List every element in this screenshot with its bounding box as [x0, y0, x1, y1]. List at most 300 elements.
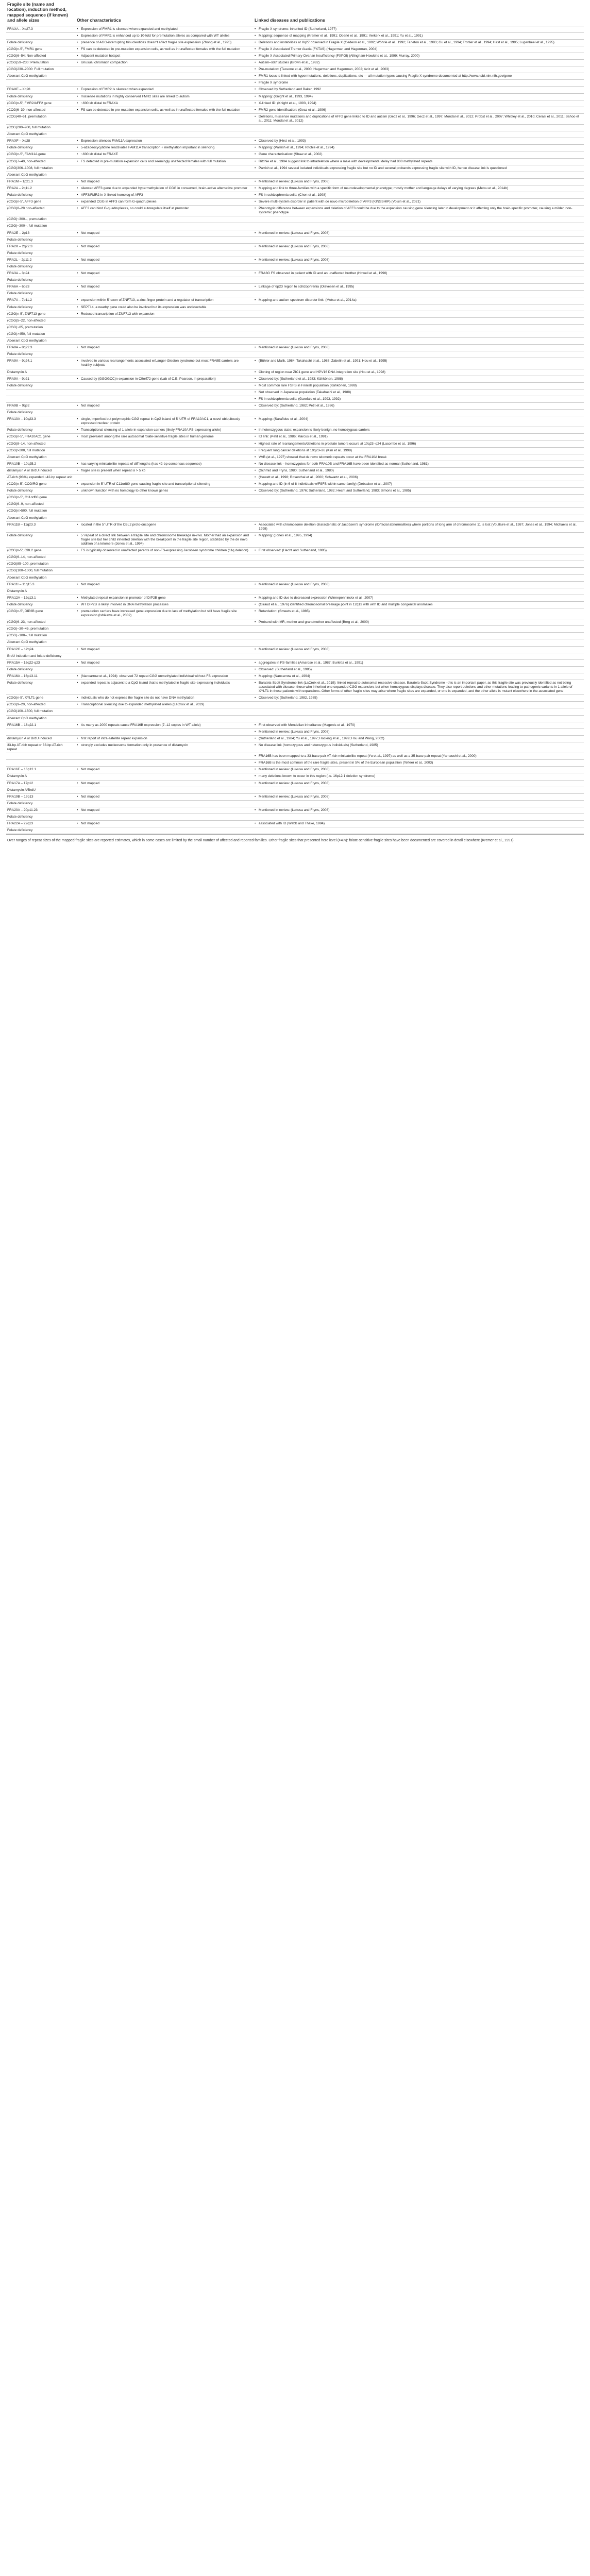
characteristics-cell: [76, 93, 254, 100]
bullet-icon: •: [77, 736, 78, 740]
fragile-site-cell: [6, 728, 76, 735]
cell-text: Severe multi-system disorder in patient with de novo microdeletion of AFF3 (KINSSHIP) (Voisin et al., 2021): [259, 200, 421, 204]
bullet-icon: •: [77, 108, 78, 112]
bullet-icon: •: [77, 244, 78, 248]
fragile-site-cell: [6, 311, 76, 317]
bullet-icon: •: [255, 533, 256, 537]
cell-text: Not mapped: [81, 403, 99, 408]
bullet-icon: •: [255, 244, 256, 248]
cell-text: Aberrant CpG methylation: [7, 74, 47, 78]
cell-text: Mentioned in review: (Lukusa and Fryns, 2008): [259, 244, 330, 248]
linked-disease-cell: [254, 646, 584, 653]
linked-disease-cell: [254, 434, 584, 440]
empty-cell: [77, 627, 250, 631]
cell-text: Mapping and ID due to decreased expression (Winnepenninckx et al., 2007): [259, 596, 374, 600]
cell-text: (CCG)200–900, full mutation: [7, 126, 50, 130]
empty-cell: [255, 802, 581, 806]
bullet-item: [77, 160, 250, 164]
cell-text: ~600 kb distal to FRAXA: [81, 101, 119, 105]
linked-disease-cell: [254, 773, 584, 780]
bullet-item: [255, 442, 581, 446]
cell-text: (CGG)8–28 non-affected: [7, 207, 45, 211]
bullet-item: [77, 661, 250, 665]
linked-disease-cell: [254, 659, 584, 666]
cell-text: No disease link – homozygotes for both FRA10B and FRA16B have been identified as normal (Sutherland, 1981): [259, 462, 429, 466]
cell-text: associated with ID (Webb and Thake, 1984): [259, 822, 325, 826]
cell-text: Observed by: (Sutherland, 1976; Sutherland, 1982; Hecht and Sutherland, 1983; Simons et al., 1985): [259, 489, 411, 493]
cell-text: Fragile X syndrome: [259, 81, 289, 85]
cell-text: Distamycin A: [7, 774, 27, 778]
bullet-icon: •: [255, 40, 256, 44]
empty-cell: [77, 67, 250, 72]
linked-disease-cell: [254, 488, 584, 495]
bullet-item: [77, 200, 250, 204]
bullet-item: [255, 391, 581, 395]
linked-disease-cell: [254, 800, 584, 807]
linked-disease-cell: [254, 532, 584, 547]
linked-disease-cell: [254, 73, 584, 80]
header-fragile-site: Fragile site (name and location), induction method, mapped sequence (if known) and allele sizes: [6, 0, 76, 26]
empty-cell: [77, 761, 250, 765]
bullet-item: [77, 146, 250, 150]
bullet-item: [255, 596, 581, 600]
fragile-site-cell: [6, 773, 76, 780]
bullet-item: [77, 298, 250, 302]
bullet-icon: •: [77, 54, 78, 58]
bullet-icon: •: [77, 88, 78, 92]
table-row: [6, 389, 584, 396]
fragile-site-cell: [6, 93, 76, 100]
cell-text: (CGG)n-5', C11orf80 gene: [7, 496, 47, 500]
empty-cell: [77, 370, 250, 375]
table-row: [6, 60, 584, 66]
bullet-item: [77, 674, 250, 679]
linked-disease-cell: [254, 138, 584, 145]
cell-text: [7, 730, 73, 734]
empty-cell: [77, 251, 250, 256]
bullet-icon: •: [77, 781, 78, 785]
linked-disease-cell: [254, 297, 584, 304]
bullet-icon: •: [255, 94, 256, 98]
bullet-icon: •: [255, 47, 256, 51]
bullet-item: [255, 397, 581, 401]
cell-text: Mentioned in review: (Lukusa and Fryns, 2008): [259, 768, 330, 772]
bullet-icon: •: [77, 346, 78, 350]
cell-text: As many as 2000 repeats cause FRA16B expression (7–12 copies in WT allele): [81, 723, 201, 727]
bullet-icon: •: [255, 390, 256, 394]
empty-cell: [255, 576, 581, 580]
fragile-site-cell: [6, 827, 76, 834]
cell-text: FRA9B – 9q32: [7, 403, 30, 408]
bullet-icon: •: [255, 468, 256, 472]
characteristics-cell: [76, 633, 254, 639]
table-row: [6, 216, 584, 223]
characteristics-cell: [76, 172, 254, 178]
characteristics-cell: [76, 521, 254, 532]
bullet-icon: •: [77, 647, 78, 651]
fragile-site-cell: [6, 358, 76, 369]
cell-text: Most common rare FSFS in Finnish population (Kähkönen, 1988): [259, 383, 357, 387]
cell-text: Distamycin A/BrdU: [7, 788, 36, 792]
fragile-site-cell: [6, 780, 76, 787]
characteristics-cell: [76, 304, 254, 311]
cell-text: Aberrant CpG methylation: [7, 640, 47, 645]
bullet-item: [255, 377, 581, 381]
cell-text: BrdU induction and folate deficiency: [7, 654, 62, 658]
cell-text: distamycin A or BrdU induced: [7, 736, 52, 740]
cell-text: Folate deficiency: [7, 489, 33, 493]
bullet-icon: •: [255, 179, 256, 183]
fragile-site-cell: [6, 646, 76, 653]
cell-text: FRA12C – 12q24: [7, 647, 33, 651]
cell-text: Caused by (GGGGCC)n expansion in C9orf72 gene (Lab of C.E. Pearson, in preparation): [81, 377, 216, 381]
fragile-site-cell: [6, 324, 76, 331]
cell-text: FRA16B is the most common of the rare fragile sites, present in 5% of the European population (Telfeer et al., 2003): [259, 761, 433, 765]
cell-text: Not mapped: [81, 285, 99, 289]
bullet-item: [77, 808, 250, 812]
empty-cell: [77, 442, 250, 446]
linked-disease-cell: [254, 87, 584, 93]
cell-text: Folate deficiency: [7, 667, 33, 671]
cell-text: Not mapped: [81, 258, 99, 262]
cell-text: Mentioned in review: (Lukusa and Fryns, 2008): [259, 647, 330, 651]
page: [0, 0, 590, 843]
bullet-icon: •: [255, 774, 256, 778]
linked-disease-cell: [254, 639, 584, 646]
fragile-site-cell: [6, 695, 76, 702]
bullet-icon: •: [255, 549, 256, 553]
fragile-site-cell: [6, 427, 76, 434]
table-row: [6, 331, 584, 337]
characteristics-cell: [76, 158, 254, 165]
bullet-item: [77, 47, 250, 52]
table-row: [6, 680, 584, 695]
bullet-icon: •: [255, 186, 256, 190]
table-row: [6, 345, 584, 351]
characteristics-cell: [76, 626, 254, 633]
cell-text: Aberrant CpG methylation: [7, 575, 47, 580]
table-footnote: Over ranges of repeat sizes of the mapped fragile sites are reported estimates, which in some cases are limited by the small number of affected and reported families. Other fragile sites that presented here level (>4%): folate-sensitive fragile sites have been documented are covered in detail elsewhere (Kremer et al., 1991).: [6, 834, 584, 843]
fragile-site-cell: [6, 722, 76, 728]
cell-text: FS in schizophrenia cells: (Chen et al., 1998): [259, 193, 327, 197]
bullet-icon: •: [255, 159, 256, 163]
cell-text: fragile site is present when repeat is > 5 kb: [81, 468, 146, 472]
fragile-site-cell: [6, 107, 76, 113]
linked-disease-cell: [254, 80, 584, 87]
cell-text: has varying minisatellite repeats of diff lengths (has 42-bp consensus sequence): [81, 462, 202, 466]
table-row: [6, 80, 584, 87]
bullet-icon: •: [255, 743, 256, 747]
fragile-site-cell: [6, 216, 76, 223]
linked-disease-cell: [254, 264, 584, 270]
empty-cell: [77, 516, 250, 520]
fragile-site-cell: [6, 673, 76, 680]
fragile-site-cell: [6, 474, 76, 481]
cell-text: (CGG)~100–, full mutation: [7, 634, 47, 638]
cell-text: Associated with chromosome deletion characteristic of Jacobsen's syndrome (ID/facial abnormalities) where portions of long arm of chromosome 11 is lost (Voullaire et al., 1987; Jones et al., 1994; Michaelis et al., 1998): [259, 522, 578, 531]
characteristics-cell: [76, 351, 254, 358]
cell-text: (CGG)6–14, non-affected: [7, 555, 46, 560]
linked-disease-cell: [254, 554, 584, 561]
cell-text: FRA16B – 16q22.1: [7, 723, 37, 727]
bullet-icon: •: [77, 179, 78, 183]
bullet-item: [77, 312, 250, 316]
fragile-site-cell: [6, 172, 76, 178]
characteristics-cell: [76, 574, 254, 581]
bullet-icon: •: [255, 667, 256, 671]
cell-text: Not mapped: [81, 781, 99, 785]
table-row: [6, 626, 584, 633]
empty-cell: [77, 640, 250, 645]
fragile-site-cell: [6, 158, 76, 165]
fragile-site-cell: [6, 402, 76, 409]
bullet-item: [255, 534, 581, 538]
empty-cell: [255, 509, 581, 513]
empty-cell: [255, 640, 581, 645]
bullet-item: [255, 489, 581, 493]
bullet-icon: •: [255, 596, 256, 600]
table-row: [6, 284, 584, 291]
characteristics-cell: [76, 793, 254, 800]
bullet-item: [77, 139, 250, 143]
fragile-site-cell: [6, 595, 76, 601]
table-row: [6, 548, 584, 554]
fragile-site-cell: [6, 508, 76, 515]
fragile-site-cell: [6, 389, 76, 396]
table-row: [6, 447, 584, 454]
bullet-item: [255, 737, 581, 741]
characteristics-cell: [76, 427, 254, 434]
linked-disease-cell: [254, 608, 584, 619]
table-row: [6, 702, 584, 708]
fragile-site-cell: [6, 32, 76, 39]
characteristics-cell: [76, 80, 254, 87]
cell-text: Mapping and ID (in 6 of 8 individuals w/FSFS within same family) (Debacker et al., 2007): [259, 482, 392, 486]
characteristics-cell: [76, 66, 254, 73]
table-row: [6, 434, 584, 440]
bullet-item: [255, 74, 581, 78]
bullet-item: [77, 207, 250, 211]
bullet-item: [77, 489, 250, 493]
bullet-icon: •: [255, 647, 256, 651]
empty-cell: [255, 627, 581, 631]
table-row: [6, 416, 584, 427]
cell-text: located in the 5' UTR of the CBL2 proto-oncogene: [81, 522, 157, 527]
linked-disease-cell: [254, 216, 584, 223]
cell-text: FRA11B – 11q23.3: [7, 522, 36, 527]
characteristics-cell: [76, 807, 254, 814]
fragile-site-cell: [6, 331, 76, 337]
empty-cell: [255, 815, 581, 819]
linked-disease-cell: [254, 185, 584, 192]
characteristics-cell: [76, 402, 254, 409]
linked-disease-cell: [254, 277, 584, 284]
table-row: [6, 800, 584, 807]
linked-disease-cell: [254, 382, 584, 389]
characteristics-cell: [76, 767, 254, 773]
bullet-icon: •: [255, 139, 256, 143]
table-row: [6, 773, 584, 780]
characteristics-cell: [76, 131, 254, 138]
linked-disease-cell: [254, 39, 584, 46]
empty-cell: [255, 654, 581, 658]
bullet-icon: •: [77, 40, 78, 44]
bullet-icon: •: [255, 768, 256, 772]
bullet-item: [255, 668, 581, 672]
bullet-icon: •: [255, 152, 256, 157]
bullet-icon: •: [255, 462, 256, 466]
cell-text: Not mapped: [81, 647, 99, 651]
bullet-item: [255, 774, 581, 778]
fragile-site-cell: [6, 653, 76, 659]
cell-text: FS can be detected in pre-mutation expansion cells, as well as in unaffected females with the full mutation: [81, 108, 240, 112]
cell-text: FRA2K – 2q22.3: [7, 244, 32, 248]
table-row: [6, 382, 584, 389]
table-row: [6, 185, 584, 192]
cell-text: Transcriptional silencing due to expanded methylated alleles (LaCroix et al., 2019): [81, 703, 205, 707]
cell-text: Not mapped: [81, 808, 99, 812]
bullet-item: [77, 245, 250, 249]
characteristics-cell: [76, 581, 254, 588]
linked-disease-cell: [254, 447, 584, 454]
fragile-site-cell: [6, 60, 76, 66]
bullet-icon: •: [255, 101, 256, 105]
cell-text: (Giraud et al., 1976) identified chromosomal breakage point in 12q13 with with ID and multiple congenital anomalies: [259, 602, 433, 606]
cell-text: Mapping and autism spectrum disorder link: (Metsu et al., 2014a): [259, 298, 357, 302]
table-row: [6, 192, 584, 198]
cell-text: (CGG)n-5', FRA10AC1 gene: [7, 435, 50, 439]
bullet-item: [77, 101, 250, 106]
characteristics-cell: [76, 695, 254, 702]
empty-cell: [77, 326, 250, 330]
bullet-item: [255, 193, 581, 197]
linked-disease-cell: [254, 742, 584, 753]
bullet-icon: •: [255, 482, 256, 486]
bullet-item: [255, 27, 581, 31]
bullet-item: [255, 449, 581, 453]
bullet-item: [255, 808, 581, 812]
bullet-item: [77, 549, 250, 553]
bullet-icon: •: [255, 193, 256, 197]
cell-text: FRA2E – 2p13: [7, 231, 30, 235]
linked-disease-cell: [254, 230, 584, 236]
linked-disease-cell: [254, 172, 584, 178]
characteristics-cell: [76, 554, 254, 561]
fragile-site-cell: [6, 131, 76, 138]
characteristics-cell: [76, 60, 254, 66]
characteristics-cell: [76, 338, 254, 345]
bullet-icon: •: [77, 61, 78, 65]
cell-text: 33-bp AT-rich repeat or 33-bp AT-rich repeat: [7, 743, 63, 752]
table-row: [6, 646, 584, 653]
empty-cell: [77, 115, 250, 119]
table-row: [6, 581, 584, 588]
fragile-site-cell: [6, 250, 76, 257]
characteristics-cell: [76, 561, 254, 568]
linked-disease-cell: [254, 521, 584, 532]
cell-text: Aberrant CpG methylation: [7, 455, 47, 459]
cell-text: 5-azadeoxycytidine reactivates FAM11A transcription + methylation important in silencing: [81, 146, 215, 150]
bullet-item: [77, 187, 250, 191]
characteristics-cell: [76, 680, 254, 695]
cell-text: AFF3/FMR2 in X-linked homolog of AFF3: [81, 193, 143, 197]
bullet-icon: •: [77, 696, 78, 700]
fragile-site-cell: [6, 206, 76, 216]
fragile-site-cell: [6, 659, 76, 666]
characteristics-cell: [76, 270, 254, 277]
cell-text: (CGG)7–40, non-affected: [7, 159, 46, 163]
cell-text: (Bühler and Malik, 1984; Takahashi et al., 1988; Zabelin et al., 1991; Hou et al., 1995): [259, 359, 387, 363]
table-row: [6, 304, 584, 311]
table-row: [6, 158, 584, 165]
empty-cell: [255, 709, 581, 714]
fragile-site-cell: [6, 561, 76, 568]
cell-text: expanded repeat is adjacent to a CpG island that is methylated in fragile site-expressing individuals: [81, 681, 230, 685]
bullet-item: [77, 648, 250, 652]
linked-disease-cell: [254, 304, 584, 311]
bullet-icon: •: [255, 108, 256, 112]
linked-disease-cell: [254, 722, 584, 728]
bullet-icon: •: [77, 743, 78, 747]
table-row: [6, 250, 584, 257]
fragile-site-cell: [6, 501, 76, 508]
bullet-icon: •: [77, 200, 78, 204]
table-row: [6, 753, 584, 760]
linked-disease-cell: [254, 735, 584, 742]
bullet-icon: •: [77, 377, 78, 381]
linked-disease-cell: [254, 728, 584, 735]
cell-text: (CGG)6–9, non-affected: [7, 502, 44, 506]
fragile-site-cell: [6, 113, 76, 124]
linked-disease-cell: [254, 243, 584, 250]
linked-disease-cell: [254, 595, 584, 601]
bullet-icon: •: [77, 285, 78, 289]
bullet-icon: •: [255, 81, 256, 85]
characteristics-cell: [76, 416, 254, 427]
fragile-site-cell: [6, 702, 76, 708]
table-row: [6, 588, 584, 595]
bullet-icon: •: [255, 61, 256, 65]
bullet-item: [77, 681, 250, 685]
empty-cell: [255, 238, 581, 242]
table-row: [6, 165, 584, 172]
table-body: [6, 26, 584, 834]
bullet-item: [255, 743, 581, 748]
linked-disease-cell: [254, 270, 584, 277]
linked-disease-cell: [254, 454, 584, 461]
table-row: [6, 376, 584, 382]
table-row: [6, 230, 584, 236]
linked-disease-cell: [254, 145, 584, 151]
characteristics-cell: [76, 151, 254, 158]
empty-cell: [255, 332, 581, 336]
characteristics-cell: [76, 501, 254, 508]
characteristics-cell: [76, 26, 254, 32]
bullet-icon: •: [255, 146, 256, 150]
cell-text: (CGG)~85, premutation: [7, 325, 43, 329]
empty-cell: [77, 238, 250, 242]
bullet-icon: •: [255, 448, 256, 452]
bullet-item: [77, 822, 250, 826]
cell-text: individuals who do not express the fragile site do not have DNA methylation: [81, 696, 194, 700]
cell-text: (CCG)6–39, non-affected: [7, 108, 45, 112]
fragile-site-cell: [6, 793, 76, 800]
cell-text: Observed by Sutherland and Baker, 1992: [259, 88, 321, 92]
characteristics-cell: [76, 345, 254, 351]
bullet-icon: •: [77, 33, 78, 38]
table-row: [6, 715, 584, 722]
cell-text: aggregates in FS-families (Amarose et al., 1987; Burletta et al., 1991): [259, 660, 363, 665]
